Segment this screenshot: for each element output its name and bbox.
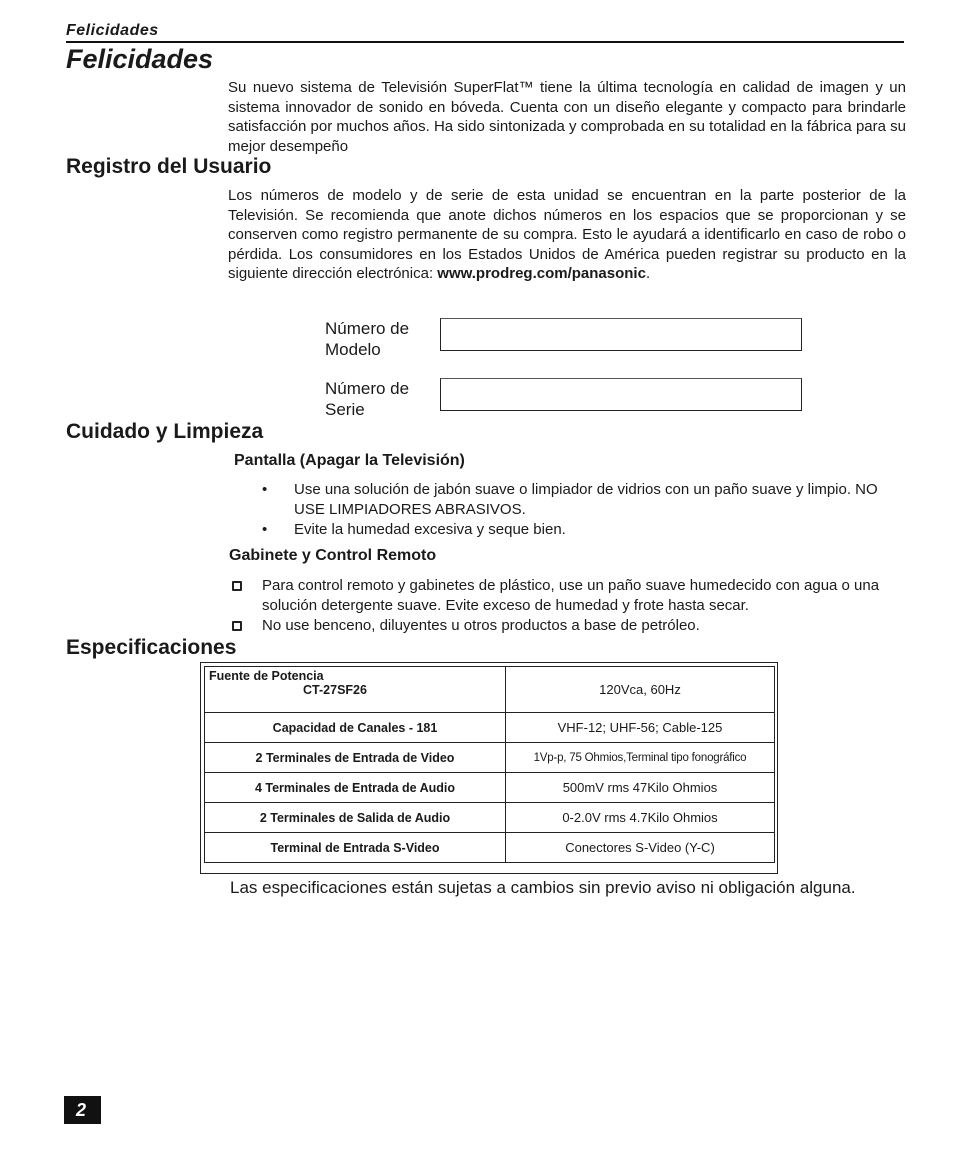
- section-title-especificaciones: Especificaciones: [66, 636, 237, 659]
- section-title-registro: Registro del Usuario: [66, 155, 272, 178]
- checkbox-square-icon: [232, 581, 242, 591]
- model-number-label: Número de Modelo: [325, 319, 410, 359]
- page-title: Felicidades: [66, 44, 214, 74]
- spec-label-power: [205, 667, 506, 713]
- registro-url-period: .: [645, 265, 651, 283]
- pantalla-list: [262, 480, 910, 541]
- gabinete-list: [228, 576, 910, 637]
- list-item-text: No use benceno, diluyentes u otros productos a base de petróleo.: [262, 617, 700, 634]
- felicidades-paragraph: Su nuevo sistema de Televisión SuperFlat™ tiene la última tecnología en calidad de imagen y un sistema innovador de sonido en bóveda. Cuenta con un diseño elegante y compacto para brindarle satisfacción por muchos años. Ha sido sintonizada y comprobada en su totalidad en la fábrica para su mejor desempeño: [228, 79, 906, 155]
- subsection-title-pantalla: Pantalla (Apagar la Televisión): [234, 452, 465, 469]
- running-head: Felicidades: [66, 22, 904, 43]
- page-number: 2: [64, 1096, 101, 1124]
- specifications-note: Las especificaciones están sujetas a cambios sin previo aviso ni obligación alguna.: [230, 878, 856, 897]
- model-number-field[interactable]: [440, 318, 802, 351]
- model-number-text: CT-27SF26: [303, 683, 367, 697]
- spec-value-power: 120Vca, 60Hz: [506, 667, 775, 713]
- spec-label: 2 Terminales de Entrada de Video: [205, 743, 506, 773]
- table-row: [205, 833, 775, 863]
- specifications-table-frame: [200, 662, 778, 874]
- spec-label: Capacidad de Canales - 181: [205, 713, 506, 743]
- serial-number-field[interactable]: [440, 378, 802, 411]
- bullet-icon: •: [262, 521, 268, 538]
- list-item-text: Use una solución de jabón suave o limpiador de vidrios con un paño suave y limpio. NO USE LIMPIADORES ABRASIVOS.: [294, 481, 878, 518]
- checkbox-square-icon: [232, 621, 242, 631]
- spec-value: 500mV rms 47Kilo Ohmios: [506, 773, 775, 803]
- spec-label: 4 Terminales de Entrada de Audio: [205, 773, 506, 803]
- list-item-text: Evite la humedad excesiva y seque bien.: [294, 521, 566, 538]
- table-row: [205, 713, 775, 743]
- registro-paragraph: [228, 186, 906, 284]
- bullet-icon: •: [262, 481, 268, 498]
- serial-number-label: Número de Serie: [325, 379, 410, 419]
- specifications-table: [204, 666, 775, 863]
- spec-label: Terminal de Entrada S-Video: [205, 833, 506, 863]
- list-item: [228, 616, 910, 636]
- list-item: [262, 520, 910, 540]
- subsection-title-gabinete: Gabinete y Control Remoto: [229, 547, 437, 564]
- table-row: [205, 743, 775, 773]
- list-item: [262, 480, 910, 519]
- table-row: [205, 773, 775, 803]
- spec-value: VHF-12; UHF-56; Cable-125: [506, 713, 775, 743]
- list-item: [228, 576, 910, 615]
- registration-url[interactable]: www.prodreg.com/panasonic: [437, 265, 646, 283]
- section-title-cuidado: Cuidado y Limpieza: [66, 420, 264, 443]
- spec-value: 0-2.0V rms 4.7Kilo Ohmios: [506, 803, 775, 833]
- spec-value: Conectores S-Video (Y-C): [506, 833, 775, 863]
- registro-text: Los números de modelo y de serie de esta unidad se encuentran en la parte posterior de la Televisión. Se recomienda que anote dichos números en los espacios que se proporcionan y se conserven como registro permanente de su compra. Esto le ayudará a identificarlo en caso de robo o pérdida. Los consumidores en los Estados Unidos de América pueden registrar su producto en la siguiente dirección electrónica:: [228, 187, 906, 283]
- table-row: [205, 803, 775, 833]
- spec-label: 2 Terminales de Salida de Audio: [205, 803, 506, 833]
- spec-value: 1Vp-p, 75 Ohmios,Terminal tipo fonográfico: [506, 743, 775, 773]
- list-item-text: Para control remoto y gabinetes de plástico, use un paño suave humedecido con agua o una solución detergente suave. Evite exceso de humedad y frote hasta secar.: [262, 577, 880, 614]
- table-row: [205, 667, 775, 713]
- power-source-label: Fuente de Potencia: [209, 669, 324, 683]
